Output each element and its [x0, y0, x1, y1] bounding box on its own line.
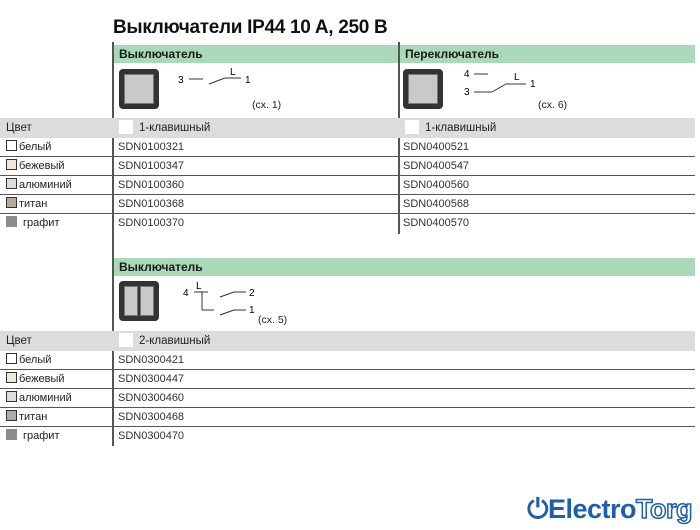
table-row	[0, 389, 695, 408]
article-code: SDN0400568	[403, 198, 470, 210]
table-row	[0, 195, 695, 214]
page-title: Выключатели IP44 10 A, 250 B	[113, 17, 388, 38]
scheme-label: 3	[464, 87, 470, 98]
scheme-label: 4	[464, 69, 470, 80]
table-row	[0, 176, 695, 195]
color-name: графит	[23, 430, 60, 442]
scheme-ref: (сх. 6)	[538, 99, 568, 111]
color-name: белый	[19, 141, 52, 153]
color-name: титан	[19, 198, 48, 210]
color-header: Цвет	[6, 335, 32, 347]
article-code: SDN0400547	[403, 160, 470, 172]
scheme-label: 1	[530, 79, 536, 90]
color-header-row	[0, 118, 695, 138]
color-swatch-icon	[6, 410, 17, 421]
color-name: алюминий	[19, 179, 72, 191]
keys-label: 1-клавишный	[425, 122, 497, 134]
article-code: SDN0100368	[118, 198, 185, 210]
article-code: SDN0300447	[118, 373, 185, 385]
table-row	[0, 370, 695, 389]
scheme-label: 1	[249, 305, 255, 316]
color-header-row	[0, 331, 695, 351]
scheme-label: L	[196, 281, 202, 292]
article-code: SDN0100360	[118, 179, 185, 191]
switch-1key-image	[119, 69, 159, 109]
color-swatch-icon	[6, 391, 17, 402]
scheme-ref: (сх. 5)	[258, 314, 288, 326]
scheme-label: L	[230, 67, 236, 78]
table-row	[0, 214, 695, 233]
scheme-label: 1	[245, 75, 251, 86]
scheme-label: 2	[249, 288, 255, 299]
article-code: SDN0400521	[403, 141, 470, 153]
article-code: SDN0400560	[403, 179, 470, 191]
table-row	[0, 138, 695, 157]
color-swatch-icon	[6, 159, 17, 170]
color-swatch-icon	[6, 178, 17, 189]
article-code: SDN0400570	[403, 217, 470, 229]
article-code: SDN0100321	[118, 141, 185, 153]
table1-header-switch: Выключатель	[114, 45, 398, 63]
color-swatch-icon	[6, 372, 17, 383]
scheme-5-diagram	[180, 280, 270, 325]
scheme-6-diagram	[462, 64, 552, 104]
keys-label: 2-клавишный	[139, 335, 211, 347]
table-row	[0, 351, 695, 370]
color-header: Цвет	[6, 122, 32, 134]
table2-header-switch: Выключатель	[114, 258, 695, 276]
article-code: SDN0100347	[118, 160, 185, 172]
electrotorg-logo: ⏻ElectroTorg	[527, 494, 692, 524]
article-code: SDN0300470	[118, 430, 185, 442]
article-code: SDN0300460	[118, 392, 185, 404]
color-swatch-icon	[6, 429, 17, 440]
article-code: SDN0300468	[118, 411, 185, 423]
article-code: SDN0100370	[118, 217, 185, 229]
color-name: бежевый	[19, 373, 65, 385]
color-name: белый	[19, 354, 52, 366]
table-row	[0, 408, 695, 427]
color-swatch-icon	[6, 197, 17, 208]
color-name: бежевый	[19, 160, 65, 172]
table1-header-changeover: Переключатель	[400, 45, 695, 63]
table-row	[0, 157, 695, 176]
color-swatch-icon	[6, 140, 17, 151]
scheme-label: L	[514, 72, 520, 83]
color-name: титан	[19, 411, 48, 423]
changeover-1key-image	[403, 69, 443, 109]
switch-2key-image	[119, 281, 159, 321]
scheme-label: 4	[183, 288, 189, 299]
table-row	[0, 427, 695, 446]
color-name: алюминий	[19, 392, 72, 404]
power-icon: ⏻	[527, 494, 548, 524]
keys-label: 1-клавишный	[139, 122, 211, 134]
color-name: графит	[23, 217, 60, 229]
color-swatch-icon	[6, 353, 17, 364]
scheme-label: 3	[178, 75, 184, 86]
article-code: SDN0300421	[118, 354, 185, 366]
color-swatch-icon	[6, 216, 17, 227]
scheme-ref: (сх. 1)	[252, 99, 282, 111]
